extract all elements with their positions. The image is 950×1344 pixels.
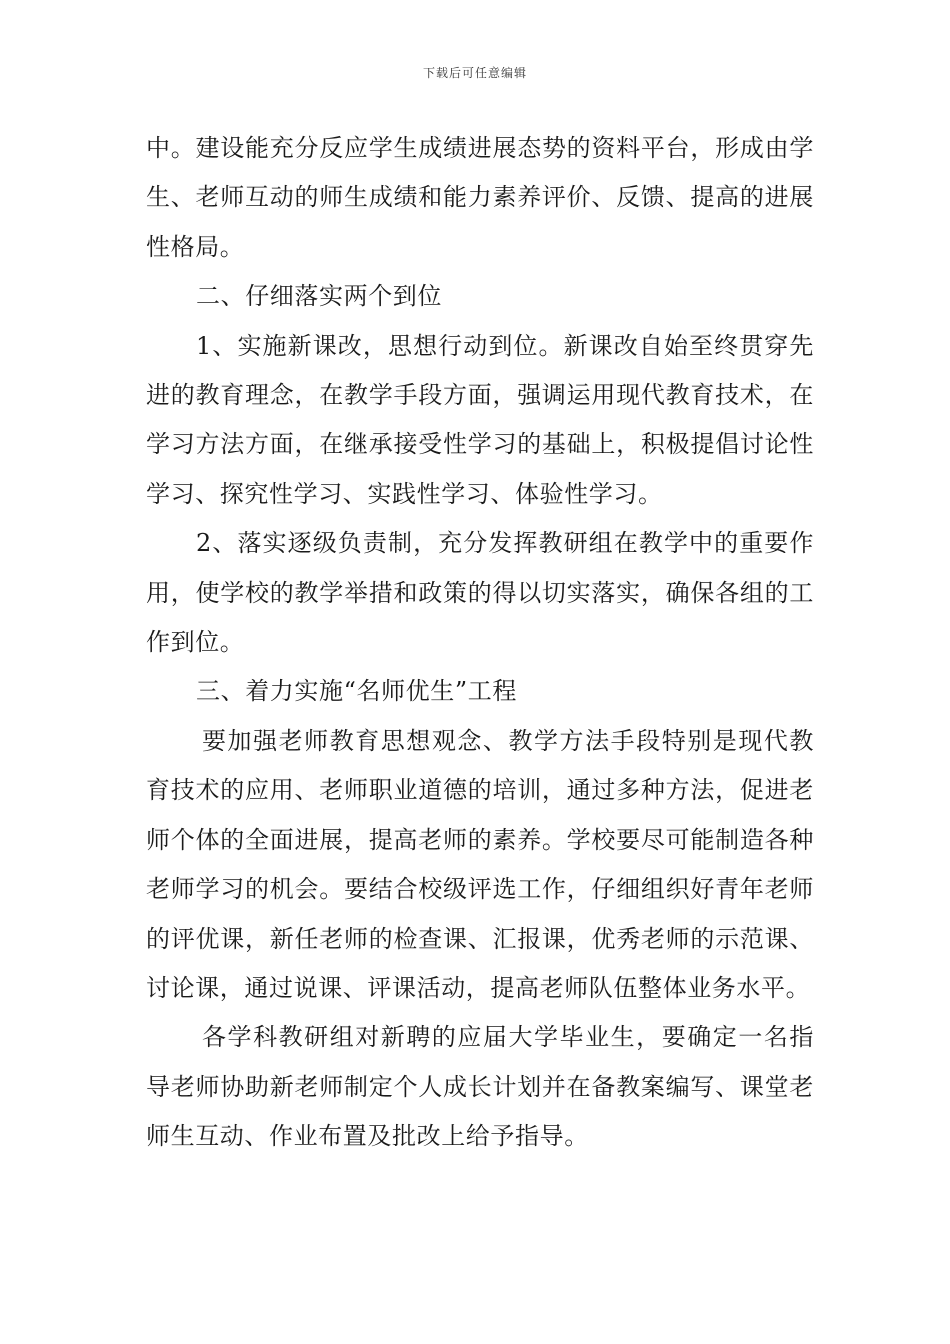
paragraph-item-two: 2、落实逐级负责制，充分发挥教研组在教学中的重要作用，使学校的教学举措和政策的得以切实落实，确保各组的工作到位。 xyxy=(146,529,814,657)
page-header-note: 下载后可任意编辑 xyxy=(422,66,527,80)
section-heading-two: 二、仔细落实两个到位 xyxy=(196,282,442,311)
paragraph-mentor-guidance: 各学科教研组对新聘的应届大学毕业生，要确定一名指导老师协助新老师制定个人成长计划并在备教案编写、课堂老师生互动、作业布置及批改上给予指导。 xyxy=(146,1023,814,1151)
section-heading-three: 三、着力实施“名师优生”工程 xyxy=(196,677,517,706)
document-body xyxy=(146,124,814,1162)
paragraph-item-one: 1、实施新课改，思想行动到位。新课改自始至终贯穿先进的教育理念，在教学手段方面，强调运用现代教育技术，在学习方法方面，在继承接受性学习的基础上，积极提倡讨论性学习、探究性学习、实践性学习、体验性学习。 xyxy=(146,331,814,508)
paragraph-teacher-training: 要加强老师教育思想观念、教学方法手段特别是现代教育技术的应用、老师职业道德的培训，通过多种方法，促进老师个体的全面进展，提高老师的素养。学校要尽可能制造各种老师学习的机会。要结合校级评选工作，仔细组织好青年老师的评优课，新任老师的检查课、汇报课，优秀老师的示范课、讨论课，通过说课、评课活动，提高老师队伍整体业务水平。 xyxy=(146,726,814,1002)
paragraph-continuation: 中。建设能充分反应学生成绩进展态势的资料平台，形成由学生、老师互动的师生成绩和能力素养评价、反馈、提高的进展性格局。 xyxy=(146,134,814,261)
